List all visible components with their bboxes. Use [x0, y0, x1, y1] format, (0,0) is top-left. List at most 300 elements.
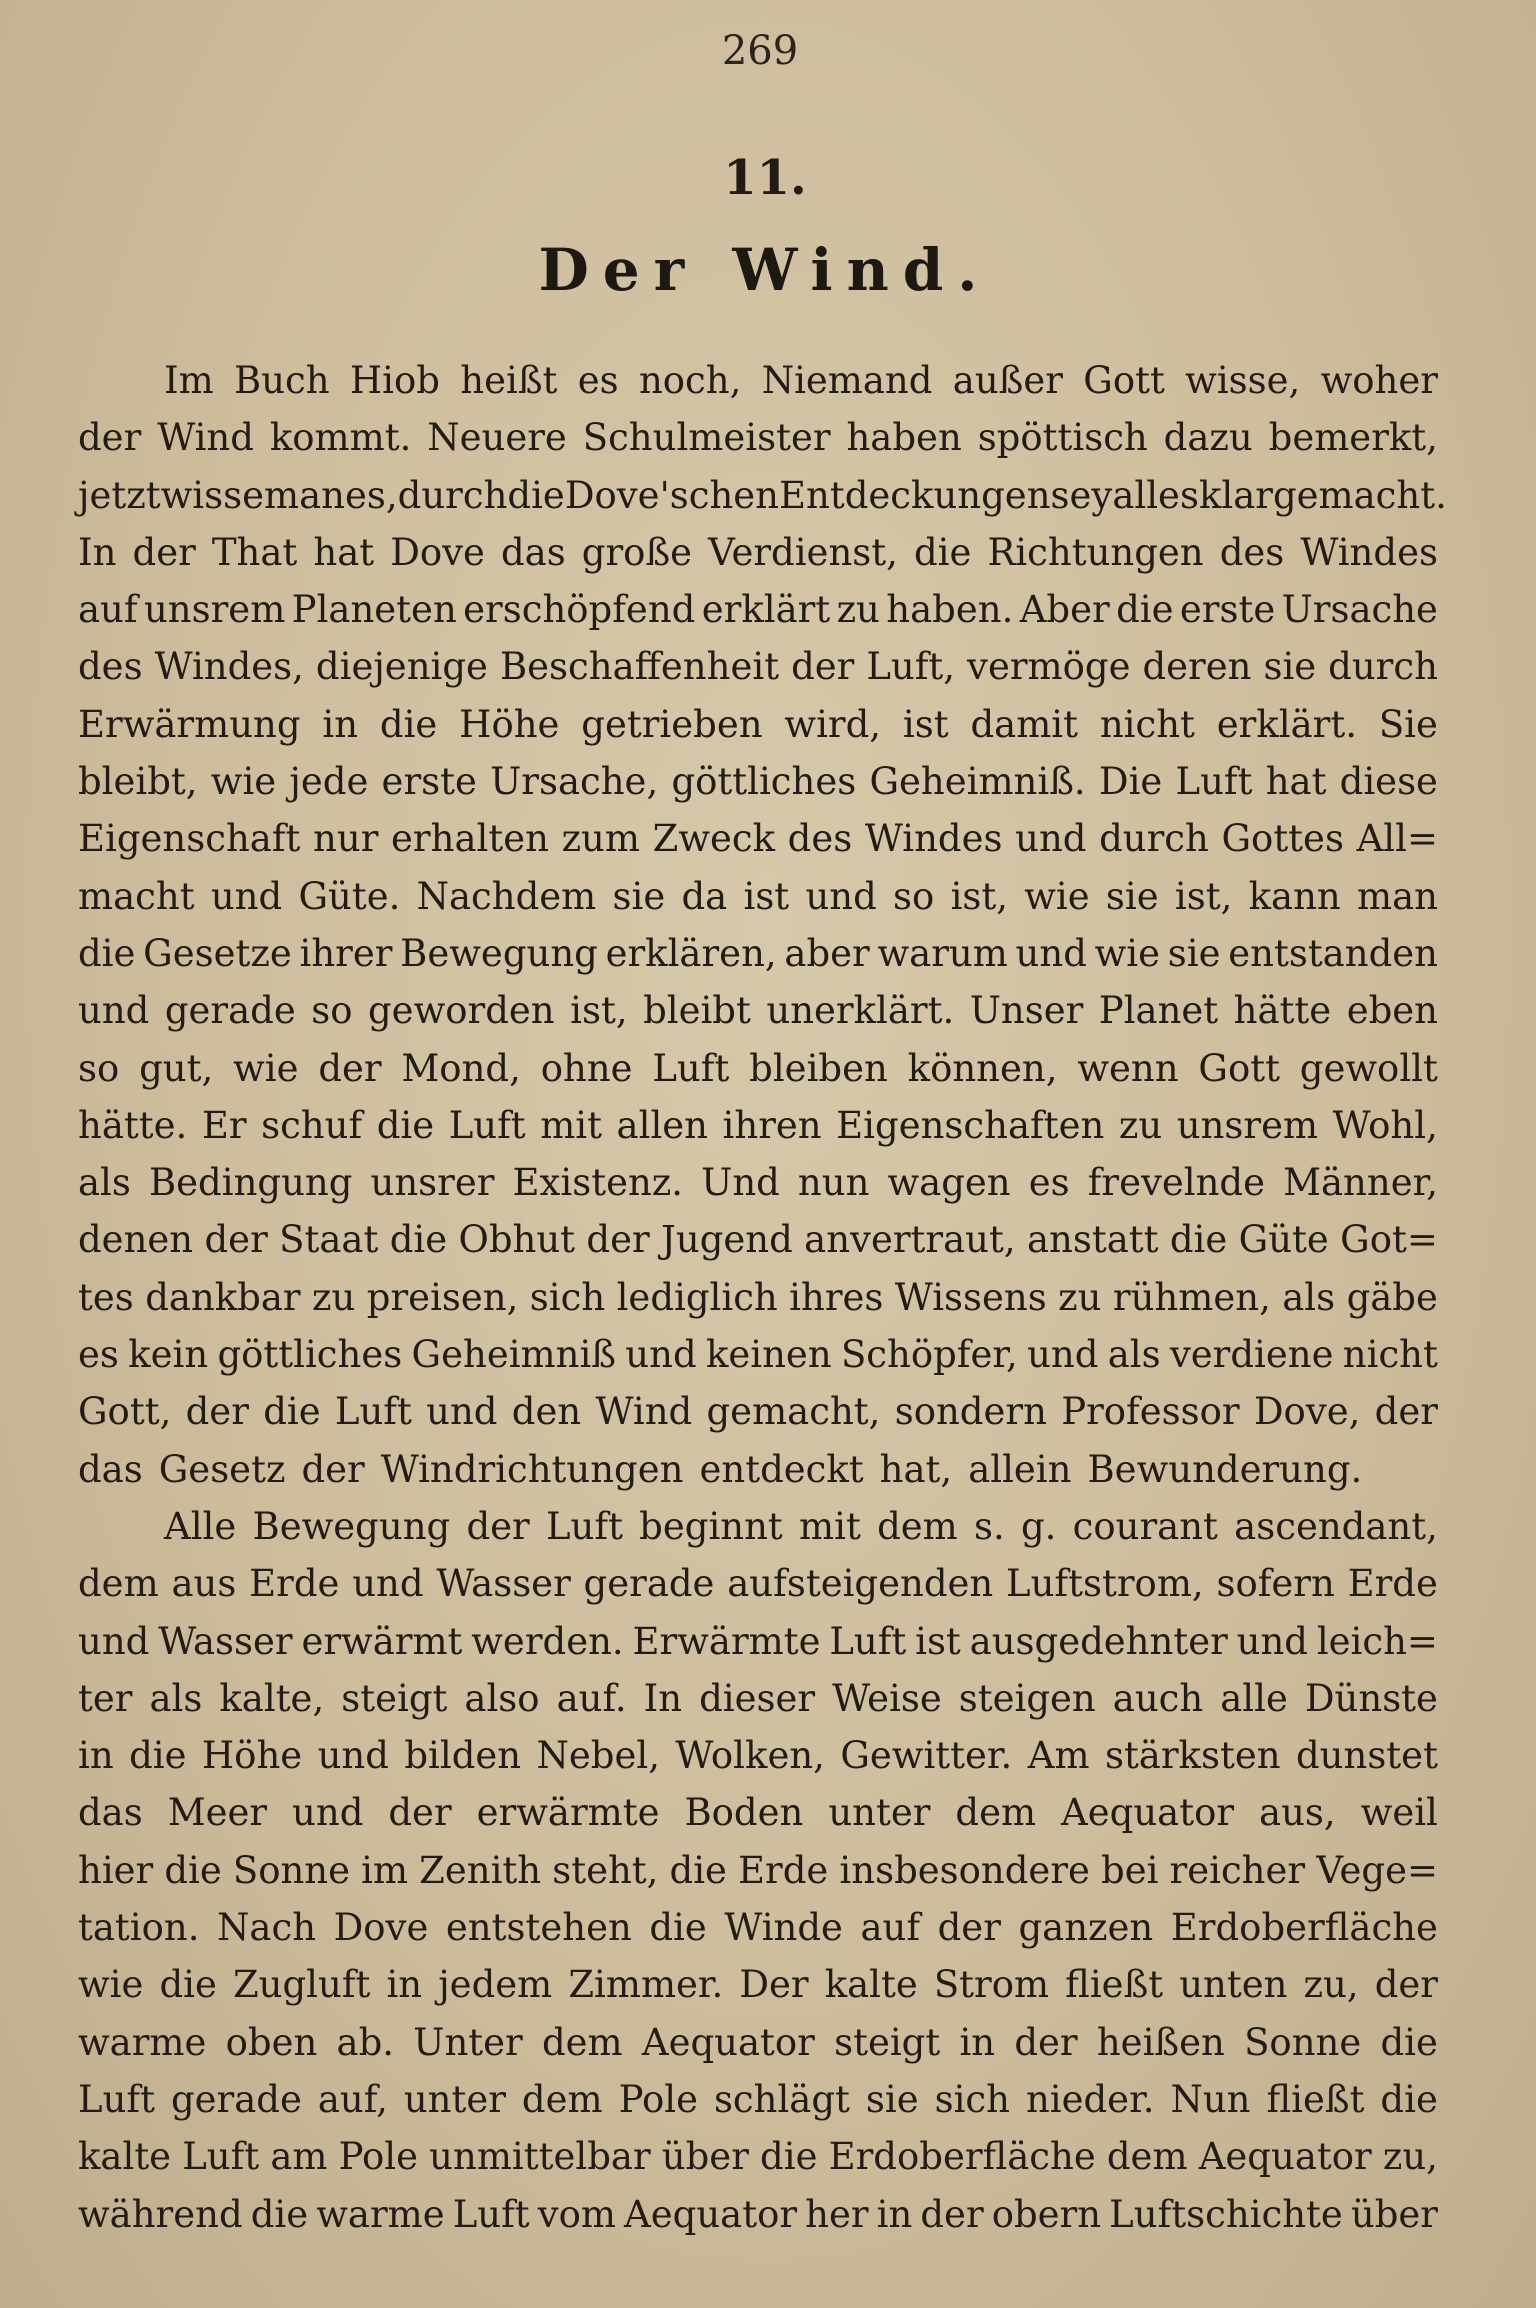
text-line	[78, 1040, 1438, 1097]
word: allen	[616, 1103, 708, 1147]
word: Meer	[167, 1791, 268, 1835]
word: Buch	[234, 359, 330, 402]
word: Unser	[969, 989, 1084, 1033]
text-line	[78, 1269, 1438, 1326]
word: ist	[915, 1619, 961, 1663]
word: beginnt	[639, 1504, 783, 1548]
word: insbesondere	[839, 1848, 1090, 1892]
word: auf.	[556, 1676, 627, 1720]
word: Planeten	[291, 588, 457, 632]
word: aber	[784, 931, 870, 975]
word: Wissens	[894, 1275, 1047, 1319]
word: Gesetz	[158, 1447, 286, 1491]
text-line	[78, 982, 1438, 1039]
word: Sonne	[1244, 2020, 1362, 2064]
word: Am	[1027, 1734, 1090, 1778]
word: die	[649, 1906, 707, 1950]
word: die	[1116, 588, 1174, 632]
word: Höhe	[201, 1734, 303, 1778]
word: die	[760, 2135, 818, 2179]
text-line	[78, 1441, 1438, 1498]
word: Luft	[829, 1619, 907, 1663]
word: der	[1014, 2020, 1078, 2064]
word: erhalten	[391, 817, 549, 861]
word: unmittelbar	[429, 2135, 651, 2179]
word: Zimmer.	[568, 1963, 724, 2007]
word: dem	[541, 2020, 623, 2064]
word: Eigenschaften	[836, 1103, 1105, 1147]
word: Bewegung	[400, 931, 598, 975]
word: Erwärmung	[78, 702, 301, 746]
word: fließt	[1065, 1963, 1164, 2007]
word: Zenith	[419, 1848, 542, 1892]
word: Alle	[164, 1504, 237, 1548]
word: Pole	[618, 2077, 698, 2121]
text-line	[78, 1555, 1438, 1612]
word: frevelnde	[1087, 1161, 1266, 1205]
word: Geheimniß.	[869, 760, 1086, 804]
word: sey	[1050, 473, 1113, 517]
word: ab.	[336, 2020, 395, 2064]
word: dunstet	[1295, 1734, 1438, 1778]
word: Winde	[724, 1906, 843, 1950]
word: ter	[78, 1676, 133, 1720]
word: sie	[865, 2077, 919, 2121]
word: sondern	[894, 1390, 1047, 1434]
word: nicht	[1099, 702, 1195, 746]
word: Aber	[1019, 588, 1110, 632]
word: noch,	[638, 359, 742, 402]
word: Unter	[413, 2020, 523, 2064]
word: ohne	[540, 1046, 633, 1090]
word: Sonne	[232, 1848, 351, 1892]
word: die	[164, 1848, 222, 1892]
word: des	[78, 645, 143, 689]
word: hat	[313, 530, 375, 574]
word: durch	[1099, 817, 1209, 861]
word: aus,	[1259, 1791, 1336, 1835]
word: courant	[1072, 1504, 1218, 1548]
word: das	[78, 1791, 143, 1835]
text-line	[78, 1498, 1438, 1555]
word: es	[577, 359, 619, 402]
word: und	[1027, 1333, 1099, 1377]
word: gäbe	[1346, 1275, 1438, 1319]
word: Luft	[182, 2135, 260, 2179]
word: alles	[1112, 473, 1199, 517]
word: zum	[561, 817, 640, 861]
word: erste	[1179, 588, 1276, 632]
word: kommt.	[269, 416, 412, 460]
word: aus	[171, 1562, 237, 1606]
word: Der	[739, 1963, 809, 2007]
word: Eigenschaft	[78, 817, 301, 861]
word: g.	[1020, 1504, 1057, 1548]
word: die	[250, 2192, 309, 2236]
word: unsrer	[370, 1161, 495, 1205]
word: Wohl,	[1332, 1103, 1438, 1147]
word: als	[1282, 1275, 1336, 1319]
word: jede	[289, 760, 369, 804]
text-line	[78, 524, 1438, 581]
word: Luft	[334, 1390, 412, 1434]
text-line	[78, 925, 1438, 982]
word: so	[78, 1046, 120, 1090]
word: lediglich	[616, 1275, 778, 1319]
word: ist	[902, 702, 949, 746]
word: steigt	[834, 2020, 941, 2064]
word: fließt	[1266, 2077, 1365, 2121]
word: leich=	[1316, 1619, 1438, 1663]
word: nicht	[1342, 1333, 1438, 1377]
word: wisse,	[1185, 359, 1301, 402]
word: heißen	[1096, 2020, 1225, 2064]
word: Erde	[249, 1562, 340, 1606]
word: anstatt	[1026, 1218, 1159, 1262]
page-number: 269	[721, 28, 799, 74]
word: erklärt	[701, 588, 831, 632]
word: der	[937, 1906, 1001, 1950]
word: der	[318, 1046, 382, 1090]
word: die	[913, 530, 972, 574]
word: als	[1107, 1333, 1161, 1377]
word: wie	[210, 760, 277, 804]
word: können,	[907, 1046, 1058, 1090]
word: Dove	[333, 1906, 429, 1950]
word: Pole	[338, 2135, 419, 2179]
word: Professor	[1061, 1390, 1240, 1434]
word: sich	[529, 1275, 606, 1319]
word: tation.	[78, 1906, 200, 1950]
word: der	[791, 645, 855, 689]
word: die	[78, 931, 136, 975]
text-line	[78, 467, 1447, 524]
word: ausgedehnter	[969, 1619, 1228, 1663]
word: Obhut	[458, 1218, 576, 1262]
word: und	[210, 874, 283, 918]
word: gerade	[170, 2077, 302, 2121]
word: hier	[78, 1848, 154, 1892]
word: die	[159, 1963, 217, 2007]
word: Boden	[684, 1791, 804, 1835]
word: und	[78, 1619, 150, 1663]
word: hätte.	[78, 1103, 188, 1147]
word: der	[1374, 1963, 1438, 2007]
word: am	[270, 2135, 328, 2179]
word: auf,	[317, 2077, 388, 2121]
paragraph	[78, 352, 1447, 1498]
word: Aequator	[641, 2020, 815, 2064]
word: Erde	[1347, 1562, 1438, 1606]
word: mit	[540, 1103, 602, 1147]
word: Erde	[738, 1848, 829, 1892]
word: unten	[1179, 1963, 1288, 2007]
word: ist	[743, 874, 790, 918]
word: All=	[1356, 817, 1438, 861]
text-line	[78, 2014, 1438, 2071]
text-line	[78, 1326, 1438, 1383]
word: Beschaffenheit	[499, 645, 780, 689]
word: warum	[877, 931, 1008, 975]
word: Güte	[1238, 1218, 1329, 1262]
word: Güte.	[298, 874, 401, 918]
word: In	[78, 530, 117, 574]
word: die	[1380, 2020, 1438, 2064]
word: die	[507, 473, 565, 517]
text-line	[78, 1842, 1438, 1899]
word: Er	[201, 1103, 247, 1147]
word: erschöpfend	[463, 588, 696, 632]
word: und	[317, 1734, 389, 1778]
text-line	[78, 2128, 1438, 2185]
word: That	[211, 530, 298, 574]
word: kein	[128, 1333, 209, 1377]
word: unter	[403, 2077, 506, 2121]
word: dem	[955, 1791, 1037, 1835]
word: Wasser	[158, 1619, 293, 1663]
word: Gott,	[78, 1390, 172, 1434]
word: Neuere	[427, 416, 567, 460]
word: ihrer	[299, 931, 393, 975]
word: haben.	[886, 588, 1014, 632]
word: unter	[828, 1791, 931, 1835]
word: so	[311, 989, 353, 1033]
word: wagen	[887, 1161, 1011, 1205]
text-line	[78, 581, 1438, 638]
word: in	[78, 1734, 114, 1778]
word: zu	[312, 1275, 356, 1319]
word: Planet	[1098, 989, 1219, 1033]
word: ganzen	[1018, 1906, 1154, 1950]
word: zu	[1058, 1275, 1102, 1319]
word: eben	[1346, 989, 1438, 1033]
word: vom	[537, 2192, 616, 2236]
word: Männer,	[1283, 1161, 1438, 1205]
word: die	[1380, 2077, 1438, 2121]
text-line	[78, 1154, 1438, 1211]
word: entstanden	[1228, 931, 1438, 975]
word: keinen	[705, 1333, 832, 1377]
word: sofern	[1216, 1562, 1335, 1606]
word: der	[204, 1218, 268, 1262]
word: Aequator	[1198, 2135, 1372, 2179]
word: ihren	[722, 1103, 822, 1147]
word: auf	[860, 1906, 921, 1950]
word: Dove	[390, 530, 485, 574]
word: Aequator	[1061, 1791, 1235, 1835]
word: große	[581, 530, 693, 574]
word: und	[78, 989, 150, 1033]
word: Entdeckungen	[779, 473, 1051, 517]
word: Windes	[1300, 530, 1438, 574]
word: reicher	[1169, 1848, 1306, 1892]
text-line	[78, 753, 1438, 810]
word: ist,	[950, 874, 1009, 918]
word: warme	[78, 2020, 207, 2064]
word: als	[149, 1676, 203, 1720]
word: steht,	[552, 1848, 659, 1892]
word: während	[78, 2192, 243, 2236]
word: alle	[1220, 1676, 1288, 1720]
word: zu,	[1382, 2135, 1438, 2179]
word: Höhe	[459, 702, 560, 746]
word: der	[185, 1390, 249, 1434]
word: dem	[877, 1504, 958, 1548]
word: wie	[1094, 931, 1161, 975]
word: haben	[846, 416, 962, 460]
word: der	[466, 1504, 530, 1548]
word: jedem	[438, 1963, 553, 2007]
word: Sie	[1378, 702, 1438, 746]
word: Nachdem	[416, 874, 597, 918]
word: durch	[1328, 645, 1438, 689]
word: in	[322, 702, 359, 746]
word: gut,	[139, 1046, 214, 1090]
word: wie	[1024, 874, 1090, 918]
word: preisen,	[366, 1275, 519, 1319]
word: über	[1350, 2192, 1438, 2236]
word: bei	[1101, 1848, 1159, 1892]
word: zu,	[1303, 1963, 1359, 2007]
word: Wasser	[436, 1562, 571, 1606]
word: es,	[344, 473, 398, 517]
word: und	[1236, 1619, 1308, 1663]
word: des	[1219, 530, 1285, 574]
word: Bedingung	[148, 1161, 353, 1205]
word: schlägt	[713, 2077, 850, 2121]
word: entdeckt	[699, 1447, 864, 1491]
word: also	[464, 1676, 540, 1720]
word: und	[426, 1390, 498, 1434]
word: der	[388, 1791, 452, 1835]
text-line	[78, 1383, 1438, 1440]
word: damit	[970, 702, 1078, 746]
word: anvertraut,	[804, 1218, 1016, 1262]
word: Bewunderung.	[1087, 1447, 1363, 1491]
word: dem	[1106, 2135, 1188, 2179]
body-text	[78, 352, 1447, 2243]
word: kann	[1248, 874, 1341, 918]
word: steigt	[341, 1676, 448, 1720]
text-line	[78, 1211, 1438, 1268]
word: Wolken,	[675, 1734, 825, 1778]
word: bemerkt,	[1268, 416, 1438, 460]
word: sie	[1263, 645, 1317, 689]
word: göttliches	[671, 760, 857, 804]
word: bleibt,	[78, 760, 198, 804]
word: wenn	[1077, 1046, 1179, 1090]
word: des	[787, 817, 853, 861]
word: in	[876, 2192, 913, 2236]
word: über	[661, 2135, 749, 2179]
word: dieser	[699, 1676, 816, 1720]
word: der	[586, 1218, 650, 1262]
word: die	[1169, 1218, 1228, 1262]
word: und	[1015, 817, 1087, 861]
word: Verdienst,	[708, 530, 898, 574]
word: Luftstrom,	[1006, 1562, 1204, 1606]
word: Gesetze	[143, 931, 292, 975]
word: verdiene	[1169, 1333, 1334, 1377]
text-line	[78, 696, 1438, 753]
word: mit	[799, 1504, 861, 1548]
word: wie	[233, 1046, 299, 1090]
word: ihres	[789, 1275, 884, 1319]
word: Dove,	[1253, 1390, 1361, 1434]
word: werden.	[471, 1619, 624, 1663]
word: Nun	[1170, 2077, 1251, 2121]
word: die	[669, 1848, 727, 1892]
word: Dünste	[1304, 1676, 1438, 1720]
word: göttliches	[217, 1333, 403, 1377]
word: allein	[968, 1447, 1072, 1491]
word: Schöpfer,	[840, 1333, 1018, 1377]
word: stärksten	[1104, 1734, 1281, 1778]
word: Windrichtungen	[380, 1447, 684, 1491]
word: Erdoberfläche	[828, 2135, 1096, 2179]
word: Weise	[832, 1676, 942, 1720]
word: der	[301, 1447, 365, 1491]
word: Ursache	[1281, 588, 1438, 632]
word: jetzt	[78, 473, 161, 517]
word: Im	[164, 359, 214, 402]
word: die	[389, 1218, 448, 1262]
word: aufsteigenden	[727, 1562, 994, 1606]
word: im	[361, 1848, 409, 1892]
word: tes	[78, 1275, 134, 1319]
word: sich	[934, 2077, 1010, 2121]
word: gewollt	[1299, 1046, 1438, 1090]
word: Die	[1098, 760, 1163, 804]
word: da	[681, 874, 728, 918]
word: Luft	[545, 1504, 623, 1548]
word: nun	[797, 1161, 870, 1205]
word: Zweck	[652, 817, 776, 861]
word: das	[501, 530, 566, 574]
word: Nebel,	[536, 1734, 660, 1778]
word: Gottes	[1221, 817, 1344, 861]
word: das	[78, 1447, 143, 1491]
text-line	[78, 409, 1438, 466]
word: man	[264, 473, 345, 517]
word: hat,	[879, 1447, 953, 1491]
word: man	[1356, 874, 1438, 918]
word: diese	[1339, 760, 1438, 804]
word: gerade	[164, 989, 296, 1033]
word: kalte	[824, 1963, 918, 2007]
word: sie	[1167, 931, 1221, 975]
word: dazu	[1163, 416, 1253, 460]
word: ist,	[1174, 874, 1233, 918]
word: Wind	[157, 416, 254, 460]
word: so	[893, 874, 935, 918]
text-line	[78, 2186, 1438, 2243]
word: Erwärmte	[632, 1619, 821, 1663]
text-line	[78, 1097, 1438, 1154]
text-line	[78, 868, 1438, 925]
word: und	[1015, 931, 1087, 975]
word: hätte	[1233, 989, 1332, 1033]
word: Und	[701, 1161, 780, 1205]
word: als	[78, 1161, 131, 1205]
word: durch	[397, 473, 508, 517]
word: wie	[78, 1963, 144, 2007]
word: Gott	[1083, 359, 1165, 402]
word: unsrem	[143, 588, 286, 632]
word: zu	[1118, 1103, 1163, 1147]
word: Existenz.	[512, 1161, 684, 1205]
word: ist,	[570, 989, 628, 1033]
